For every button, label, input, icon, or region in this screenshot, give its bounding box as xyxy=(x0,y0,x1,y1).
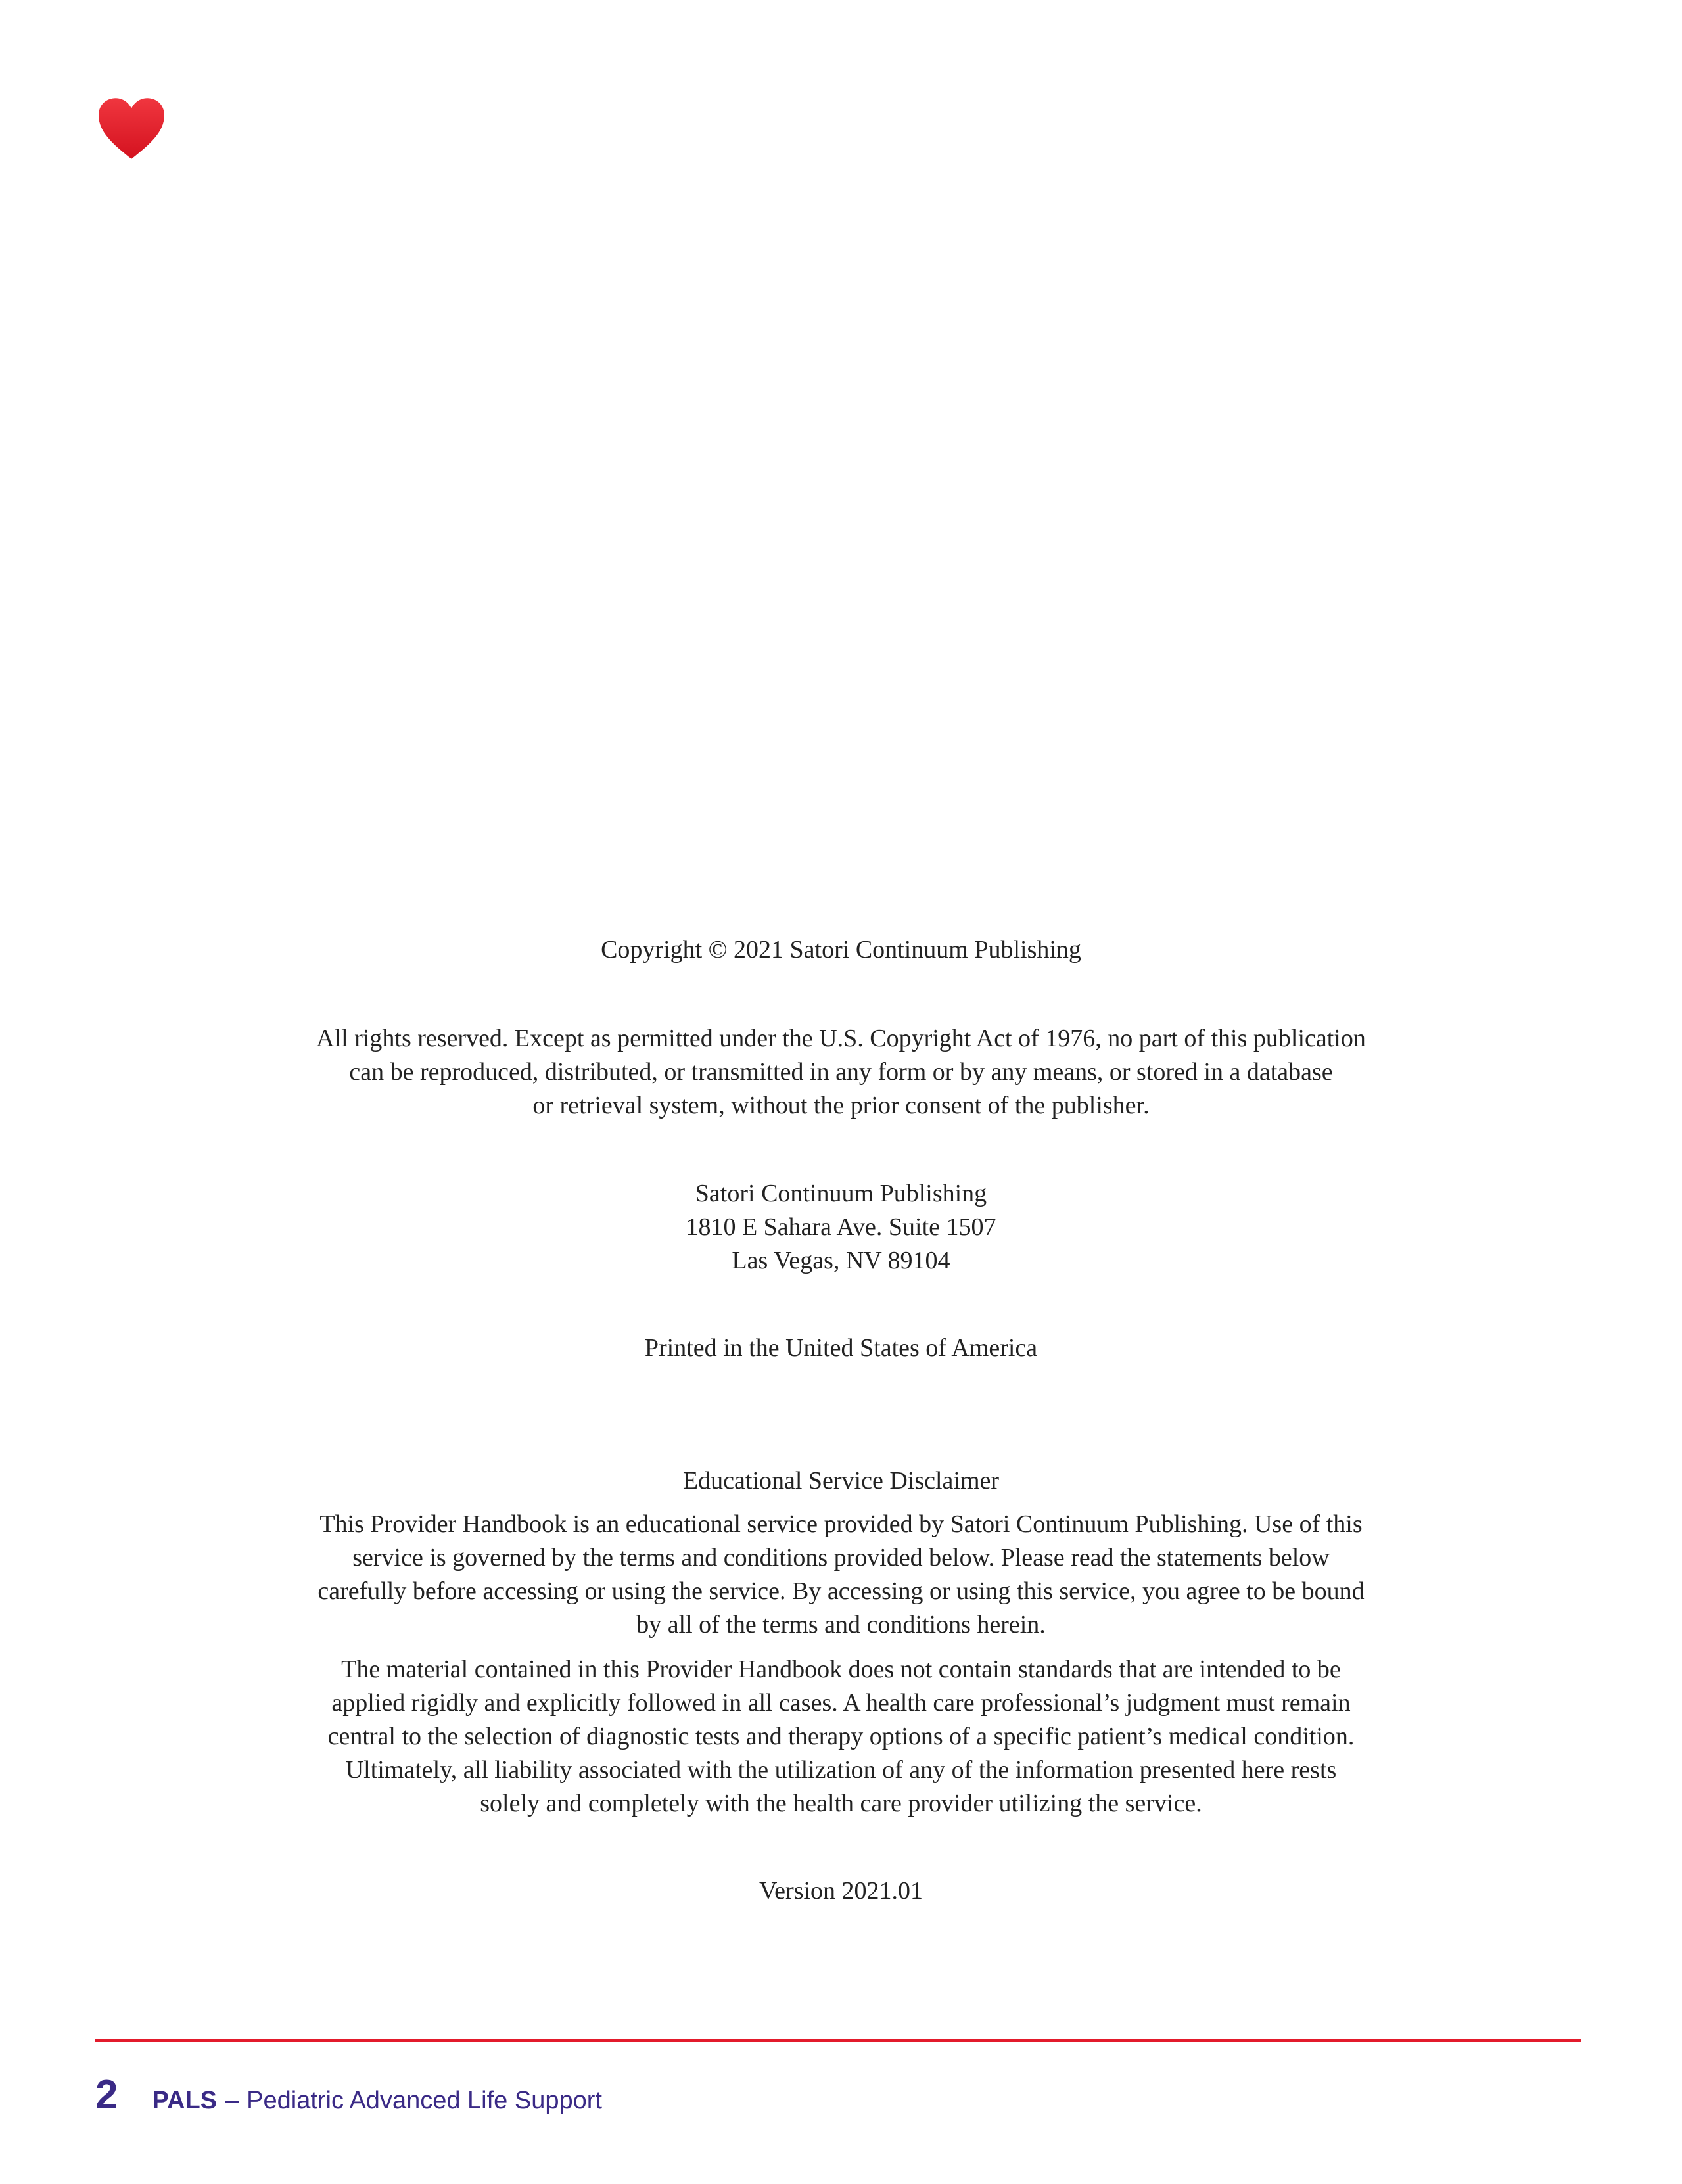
disclaimer-line: by all of the terms and conditions herein. xyxy=(636,1611,1046,1638)
disclaimer-line: Ultimately, all liability associated with the utilization of any of the information presented here rests xyxy=(345,1756,1337,1784)
disclaimer-line: solely and completely with the health care provider utilizing the service. xyxy=(480,1790,1202,1817)
street-address: 1810 E Sahara Ave. Suite 1507 xyxy=(686,1213,996,1241)
disclaimer-heading: Educational Service Disclaimer xyxy=(682,1467,1000,1495)
printed-notice xyxy=(0,1332,1682,1365)
printed-line: Printed in the United States of America xyxy=(644,1334,1038,1362)
disclaimer-paragraph-1 xyxy=(0,1508,1682,1642)
publisher-name: Satori Continuum Publishing xyxy=(695,1180,987,1207)
disclaimer-line: central to the selection of diagnostic tests and therapy options of a specific patient’s medical condition. xyxy=(327,1723,1355,1750)
disclaimer-paragraph-2 xyxy=(0,1653,1682,1821)
footer-divider xyxy=(95,2039,1581,2042)
publisher-address xyxy=(0,1177,1682,1278)
disclaimer-line: This Provider Handbook is an educational service provided by Satori Continuum Publishing. Use of this xyxy=(319,1510,1363,1538)
rights-line: All rights reserved. Except as permitted under the U.S. Copyright Act of 1976, no part of this publication xyxy=(316,1025,1366,1052)
version-notice xyxy=(0,1874,1682,1908)
city-state-zip: Las Vegas, NV 89104 xyxy=(732,1247,950,1274)
footer-abbreviation: PALS xyxy=(152,2087,218,2114)
footer-separator: – xyxy=(225,2087,239,2114)
disclaimer-line: carefully before accessing or using the service. By accessing or using this service, you agree to be bound xyxy=(317,1577,1365,1605)
version-line: Version 2021.01 xyxy=(759,1877,923,1905)
heart-icon xyxy=(97,97,166,160)
rights-line: or retrieval system, without the prior consent of the publisher. xyxy=(532,1092,1150,1119)
copyright-line: Copyright © 2021 Satori Continuum Publishing xyxy=(601,936,1081,964)
copyright-notice xyxy=(0,933,1682,967)
footer-title: Pediatric Advanced Life Support xyxy=(246,2087,602,2114)
educational-disclaimer xyxy=(0,1464,1682,1821)
rights-statement xyxy=(0,1022,1682,1123)
disclaimer-line: The material contained in this Provider Handbook does not contain standards that are intended to be xyxy=(341,1656,1341,1683)
page-footer xyxy=(95,2072,602,2118)
rights-line: can be reproduced, distributed, or transmitted in any form or by any means, or stored in a database xyxy=(349,1058,1333,1086)
page-number: 2 xyxy=(95,2072,118,2118)
disclaimer-line: applied rigidly and explicitly followed in all cases. A health care professional’s judgment must remain xyxy=(331,1689,1351,1717)
disclaimer-line: service is governed by the terms and conditions provided below. Please read the statements below xyxy=(352,1544,1330,1571)
